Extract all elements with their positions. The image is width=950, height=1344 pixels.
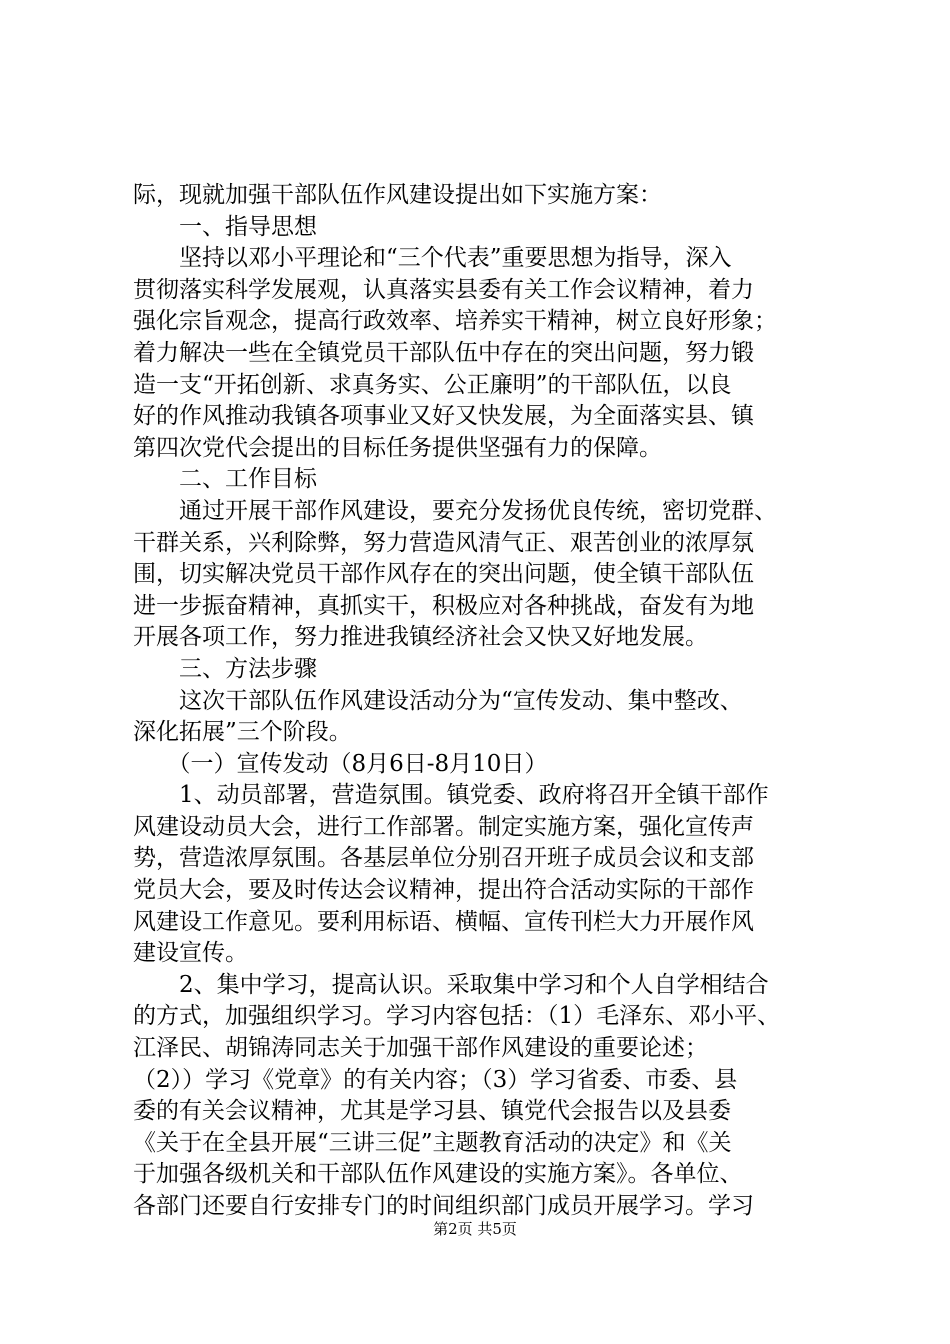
text-line: 造一支“开拓创新、求真务实、公正廉明”的干部队伍，以良	[133, 371, 732, 398]
text-line: 风建设工作意见。要利用标语、横幅、宣传刊栏大力开展作风	[133, 908, 754, 935]
text-line: 2、集中学习，提高认识。采取集中学习和个人自学相结合	[133, 971, 769, 998]
text-line: 建设宣传。	[133, 940, 248, 967]
text-line: 坚持以邓小平理论和“三个代表”重要思想为指导，深入	[133, 245, 732, 272]
text-line: 第四次党代会提出的目标任务提供坚强有力的保障。	[133, 434, 662, 461]
text-line: 江泽民、胡锦涛同志关于加强干部作风建设的重要论述；	[133, 1035, 708, 1062]
text-line: 好的作风推动我镇各项事业又好又快发展，为全面落实县、镇	[133, 403, 754, 430]
text-line: 进一步振奋精神，真抓实干，积极应对各种挑战，奋发有为地	[133, 592, 754, 619]
section-heading: 三、方法步骤	[133, 655, 317, 682]
section-heading: 一、指导思想	[133, 213, 317, 240]
text-line: 通过开展干部作风建设，要充分发扬优良传统，密切党群、	[133, 497, 777, 524]
text-line: 际，现就加强干部队伍作风建设提出如下实施方案：	[133, 182, 662, 208]
text-line: 开展各项工作，努力推进我镇经济社会又快又好地发展。	[133, 624, 708, 651]
subsection-heading: （一）宣传发动（8月6日-8月10日）	[133, 750, 548, 777]
text-line: 各部门还要自行安排专门的时间组织部门成员开展学习。学习	[133, 1193, 754, 1219]
text-line: 势，营造浓厚氛围。各基层单位分别召开班子成员会议和支部	[133, 845, 754, 872]
text-line: 党员大会，要及时传达会议精神，提出符合活动实际的干部作	[133, 877, 754, 904]
text-line: 的方式，加强组织学习。学习内容包括：（1）毛泽东、邓小平、	[133, 1003, 781, 1030]
text-line: 委的有关会议精神，尤其是学习县、镇党代会报告以及县委	[133, 1098, 731, 1125]
page-number-footer: 第2页 共5页	[433, 1220, 517, 1238]
text-line: 干群关系，兴利除弊，努力营造风清气正、艰苦创业的浓厚氛	[133, 529, 754, 556]
text-line: 贯彻落实科学发展观，认真落实县委有关工作会议精神，着力	[133, 276, 754, 303]
text-line: 风建设动员大会，进行工作部署。制定实施方案，强化宣传声	[133, 813, 754, 840]
text-line: （2））学习《党章》的有关内容；（3）学习省委、市委、县	[133, 1066, 738, 1093]
text-line: 《关于在全县开展“三讲三促”主题教育活动的决定》和《关	[133, 1129, 732, 1156]
text-line: 这次干部队伍作风建设活动分为“宣传发动、集中整改、	[133, 687, 743, 714]
text-line: 深化拓展”三个阶段。	[133, 719, 352, 746]
text-line: 围，切实解决党员干部作风存在的突出问题，使全镇干部队伍	[133, 561, 754, 588]
document-body	[133, 180, 833, 1223]
text-line: 于加强各级机关和干部队伍作风建设的实施方案》。各单位、	[133, 1161, 743, 1188]
text-line: 着力解决一些在全镇党员干部队伍中存在的突出问题，努力锻	[133, 339, 754, 366]
text-line: 强化宗旨观念，提高行政效率、培养实干精神，树立良好形象；	[133, 308, 777, 335]
text-line: 1、动员部署，营造氛围。镇党委、政府将召开全镇干部作	[133, 782, 769, 809]
section-heading: 二、工作目标	[133, 466, 317, 493]
